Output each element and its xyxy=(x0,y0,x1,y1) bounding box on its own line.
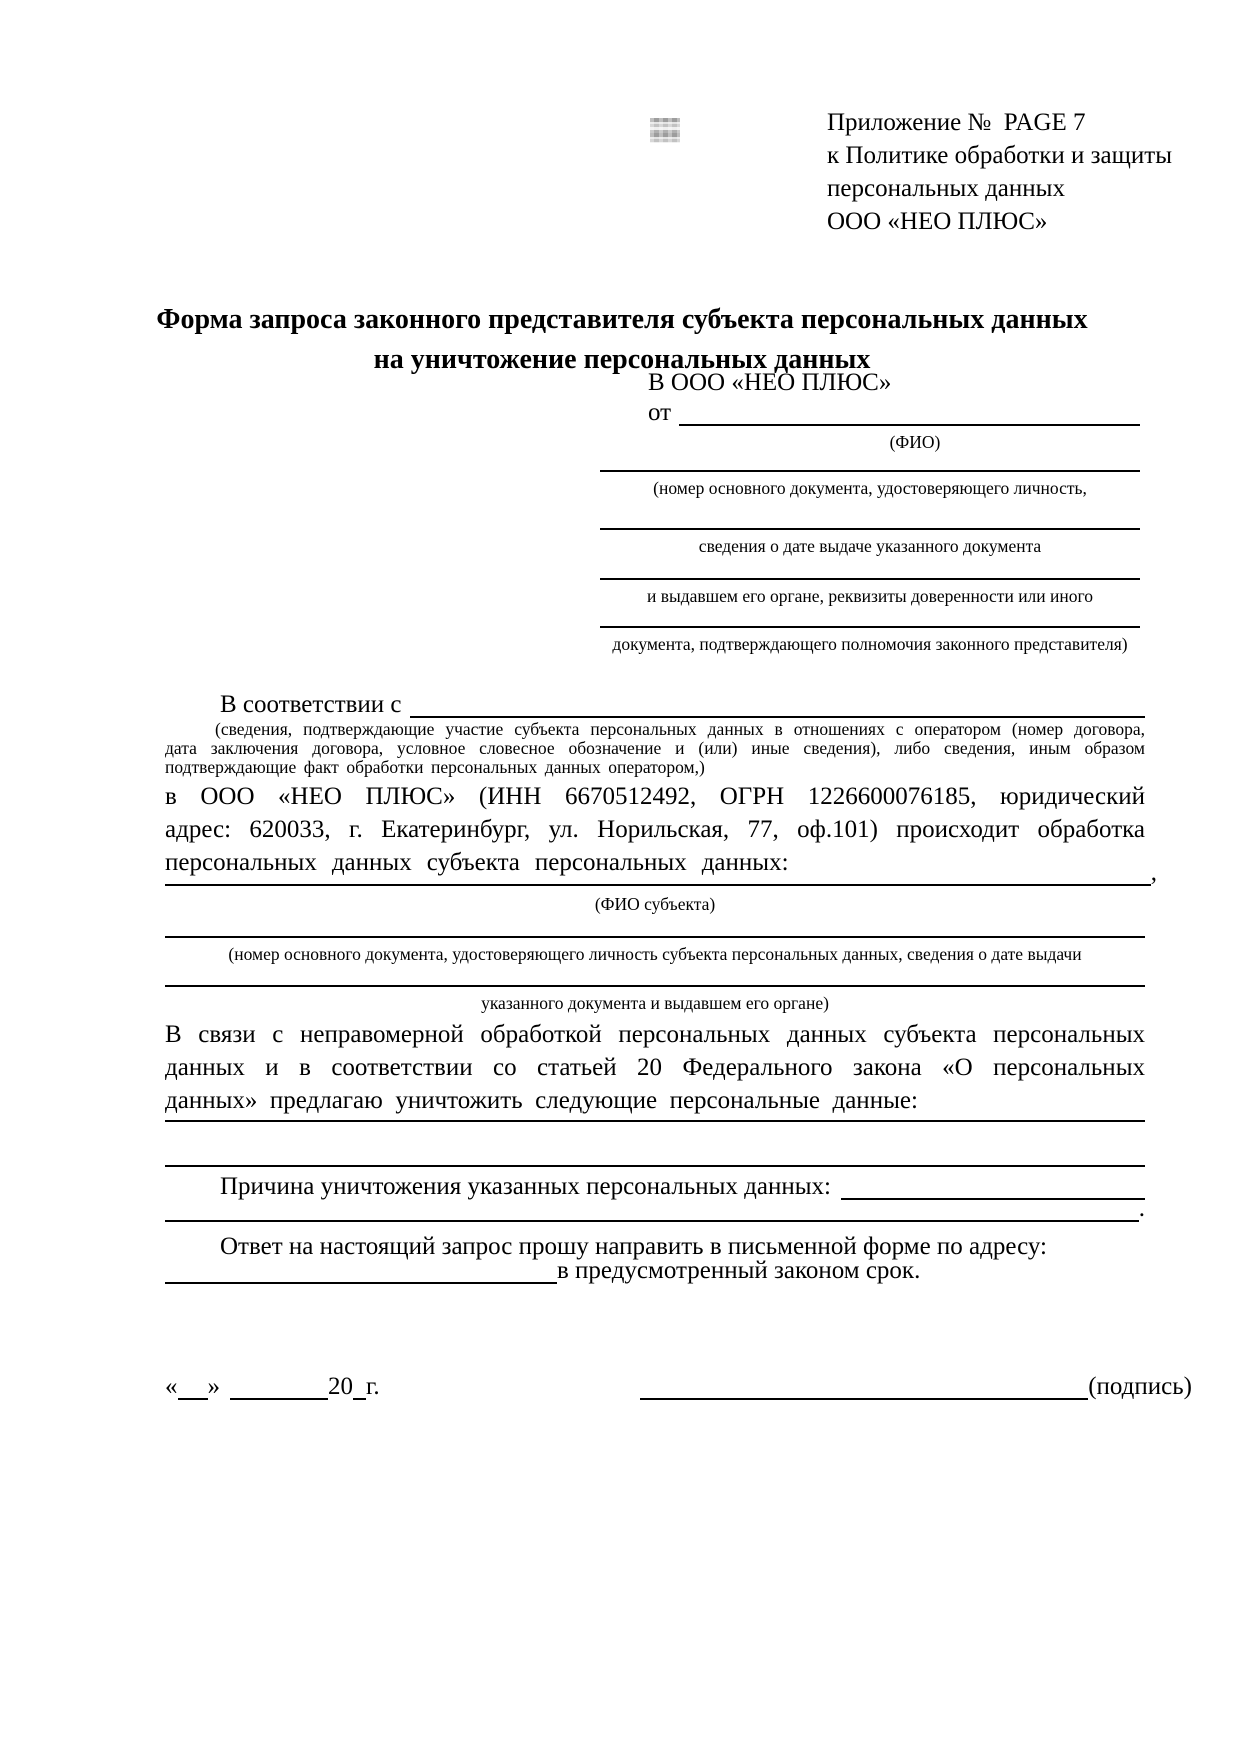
blank-line xyxy=(165,884,1151,886)
quote-open: « xyxy=(165,1373,178,1400)
blank-line xyxy=(165,985,1145,987)
day-blank-line xyxy=(178,1398,208,1400)
form-title-line-2: на уничтожение персональных данных xyxy=(373,344,871,375)
month-blank-line xyxy=(230,1398,328,1400)
embedded-object-icon xyxy=(650,118,680,143)
doc-caption: сведения о дате выдаче указанного документа xyxy=(698,536,1042,556)
subject-doc-caption: указанного документа и выдавшем его органе) xyxy=(481,993,829,1013)
fio-caption: (ФИО) xyxy=(889,432,941,452)
accordance-note: (сведения, подтверждающие участие субъекта персональных данных в отношениях с оператором (номер договора, дата заключения договора, условное словесное обозначение и (или) иные сведения), либо сведения, иным образом подтверждающие факт обработки персональных данных оператором,) xyxy=(165,719,1145,777)
year-prefix: 20 xyxy=(328,1373,353,1400)
year-blank-line xyxy=(353,1398,366,1400)
blank-line xyxy=(165,936,1145,938)
subject-fio-caption: (ФИО субъекта) xyxy=(594,894,716,914)
answer-suffix: в предусмотренный законом срок. xyxy=(557,1257,921,1284)
blank-line xyxy=(165,1120,1145,1122)
accordance-label: В соответствии с xyxy=(220,691,402,718)
appendix-note xyxy=(827,106,1172,238)
answer-address-row xyxy=(165,1256,1145,1286)
trailing-comma: , xyxy=(1150,859,1157,886)
blank-line xyxy=(600,528,1140,530)
blank-line xyxy=(165,1165,1145,1167)
address-blank-line xyxy=(165,1282,557,1284)
operator-paragraph: в ООО «НЕО ПЛЮС» (ИНН 6670512492, ОГРН 1226600076185, юридический адрес: 620033, г. Екатеринбург, ул. Норильская, 77, оф.101) происходит обработка персональных данных субъекта персональных данных: xyxy=(165,783,1145,876)
quote-close: » xyxy=(207,1373,220,1400)
signature-caption: (подпись) xyxy=(1088,1373,1192,1400)
appendix-line: персональных данных xyxy=(827,175,1065,202)
blank-line xyxy=(600,626,1140,628)
blank-line xyxy=(165,1220,1139,1222)
appendix-line: Приложение № PAGE 7 xyxy=(827,109,1086,136)
subject-doc-caption: (номер основного документа, удостоверяющего личность субъекта персональных данных, сведения о дате выдачи xyxy=(228,944,1082,964)
subject-fio-row xyxy=(165,859,1157,888)
date-row xyxy=(165,1372,380,1402)
signature-blank-line xyxy=(640,1398,1088,1400)
accordance-blank-line xyxy=(410,716,1145,718)
recipient-organization: В ООО «НЕО ПЛЮС» xyxy=(648,369,892,396)
from-label: от xyxy=(648,399,672,426)
request-paragraph: В связи с неправомерной обработкой персональных данных субъекта персональных данных и в соответствии со статьей 20 Федерального закона «О персональных данных» предлагаю уничтожить следующие персональные данные: xyxy=(165,1021,1145,1114)
reason-label: Причина уничтожения указанных персональных данных: xyxy=(220,1173,831,1200)
from-blank-line xyxy=(679,424,1140,426)
form-title-line-1: Форма запроса законного представителя субъекта персональных данных xyxy=(156,304,1088,335)
trailing-period: . xyxy=(1138,1195,1145,1222)
answer-line: Ответ на настоящий запрос прошу направить в письменной форме по адресу: xyxy=(220,1233,1047,1260)
appendix-line: ООО «НЕО ПЛЮС» xyxy=(827,208,1048,235)
from-row xyxy=(648,398,1140,428)
reason-continuation-row xyxy=(165,1195,1145,1224)
doc-caption: и выдавшем его органе, реквизиты доверенности или иного xyxy=(646,586,1094,606)
blank-line xyxy=(600,470,1140,472)
year-suffix: г. xyxy=(366,1373,380,1400)
blank-line xyxy=(600,578,1140,580)
doc-caption: документа, подтверждающего полномочия законного представителя) xyxy=(612,634,1128,654)
accordance-row xyxy=(165,690,1145,720)
doc-caption: (номер основного документа, удостоверяющего личность, xyxy=(653,478,1087,498)
appendix-line: к Политике обработки и защиты xyxy=(827,142,1173,169)
signature-row xyxy=(640,1372,1192,1402)
